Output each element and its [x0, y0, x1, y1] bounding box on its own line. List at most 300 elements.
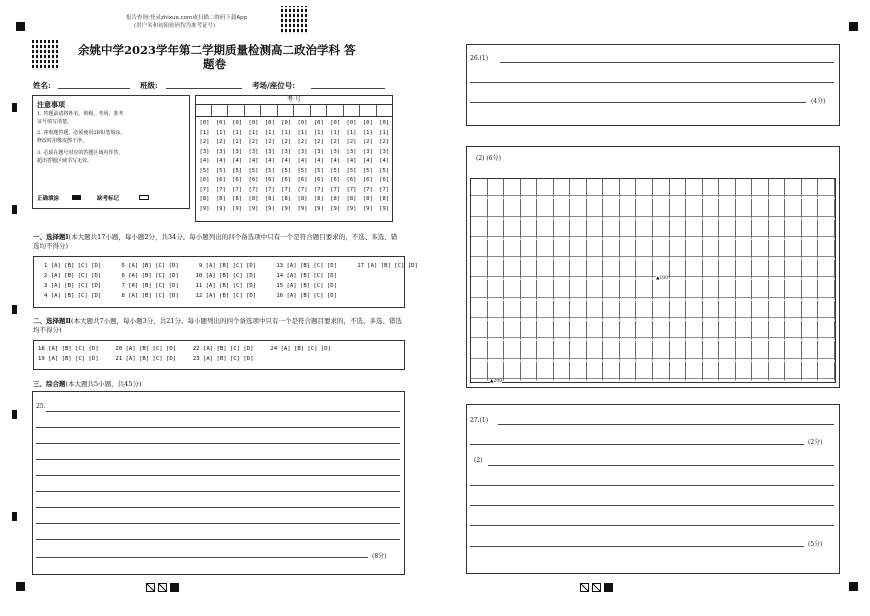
exam-digit-bubble[interactable]: [5]: [248, 167, 259, 174]
exam-digit-bubble[interactable]: [2]: [330, 139, 341, 145]
exam-number-column[interactable]: [296, 119, 310, 214]
essay-grid-cell[interactable]: [653, 362, 670, 382]
exam-digit-bubble[interactable]: [0]: [232, 120, 243, 126]
exam-digit-bubble[interactable]: [3]: [362, 148, 373, 155]
exam-digit-bubble[interactable]: [1]: [248, 129, 259, 136]
exam-digit-bubble[interactable]: [8]: [264, 196, 275, 202]
exam-digit-bubble[interactable]: [7]: [215, 186, 226, 193]
essay-grid-cell[interactable]: [521, 341, 538, 361]
exam-digit-bubble[interactable]: [2]: [264, 139, 275, 145]
answer-line[interactable]: [36, 539, 400, 540]
essay-grid-cell[interactable]: [554, 341, 571, 361]
essay-grid-cell[interactable]: [752, 240, 769, 260]
exam-number-column[interactable]: [230, 119, 244, 214]
essay-grid-cell[interactable]: [603, 280, 620, 300]
exam-digit-bubble[interactable]: [5]: [313, 167, 324, 174]
essay-grid-cell[interactable]: [471, 199, 488, 219]
essay-grid-cell[interactable]: [554, 179, 571, 199]
essay-grid-cell[interactable]: [802, 341, 819, 361]
exam-digit-bubble[interactable]: [3]: [313, 148, 324, 155]
essay-grid-cell[interactable]: [603, 260, 620, 280]
essay-grid-cell[interactable]: [488, 199, 505, 219]
essay-grid-cell[interactable]: [818, 280, 835, 300]
essay-grid-cell[interactable]: [719, 321, 736, 341]
essay-grid-cell[interactable]: [636, 301, 653, 321]
exam-digit-bubble[interactable]: [1]: [379, 129, 390, 136]
exam-digit-bubble[interactable]: [6]: [346, 177, 357, 183]
essay-grid-cell[interactable]: [488, 260, 505, 280]
essay-grid-cell[interactable]: [620, 280, 637, 300]
essay-grid-cell[interactable]: [818, 260, 835, 280]
essay-grid-cell[interactable]: [504, 240, 521, 260]
essay-grid-cell[interactable]: [785, 341, 802, 361]
exam-digit-bubble[interactable]: [4]: [313, 158, 324, 164]
essay-grid-cell[interactable]: [570, 280, 587, 300]
answer-line[interactable]: [36, 507, 400, 508]
essay-grid-cell[interactable]: [504, 341, 521, 361]
essay-grid-cell[interactable]: [554, 301, 571, 321]
report-qr-code[interactable]: [281, 6, 309, 34]
essay-grid-cell[interactable]: [521, 362, 538, 382]
essay-grid-cell[interactable]: [587, 301, 604, 321]
essay-grid-cell[interactable]: [521, 321, 538, 341]
essay-grid-cell[interactable]: [537, 240, 554, 260]
essay-grid-cell[interactable]: [719, 260, 736, 280]
exam-digit-bubble[interactable]: [2]: [379, 139, 390, 145]
essay-grid-cell[interactable]: [537, 301, 554, 321]
essay-grid-cell[interactable]: [686, 240, 703, 260]
answer-line[interactable]: [470, 82, 834, 83]
exam-digit-bubble[interactable]: [0]: [199, 120, 210, 126]
essay-grid-cell[interactable]: [769, 301, 786, 321]
exam-digit-bubble[interactable]: [0]: [379, 120, 390, 126]
answer-line[interactable]: [470, 102, 806, 103]
exam-digit-bubble[interactable]: [1]: [232, 129, 243, 136]
essay-grid-cell[interactable]: [802, 280, 819, 300]
exam-digit-bubble[interactable]: [6]: [362, 177, 373, 183]
essay-grid-cell[interactable]: [736, 362, 753, 382]
exam-digit-bubble[interactable]: [5]: [232, 167, 243, 174]
exam-digit-bubble[interactable]: [9]: [281, 205, 292, 212]
essay-grid-cell[interactable]: [769, 341, 786, 361]
essay-grid-cell[interactable]: [653, 321, 670, 341]
essay-grid-cell[interactable]: [570, 240, 587, 260]
essay-grid-cell[interactable]: [703, 280, 720, 300]
essay-grid-cell[interactable]: [703, 321, 720, 341]
exam-digit-bubble[interactable]: [6]: [330, 177, 341, 183]
essay-grid-cell[interactable]: [620, 260, 637, 280]
essay-grid-cell[interactable]: [570, 362, 587, 382]
exam-digit-bubble[interactable]: [3]: [346, 148, 357, 155]
answer-line[interactable]: [36, 459, 400, 460]
essay-grid-cell[interactable]: [785, 220, 802, 240]
essay-grid-cell[interactable]: [537, 220, 554, 240]
essay-grid-cell[interactable]: [752, 280, 769, 300]
essay-grid-cell[interactable]: [504, 280, 521, 300]
answer-line[interactable]: [36, 557, 368, 558]
essay-grid-cell[interactable]: [537, 179, 554, 199]
essay-grid-cell[interactable]: [802, 301, 819, 321]
name-field[interactable]: [58, 88, 130, 89]
exam-digit-bubble[interactable]: [7]: [297, 186, 308, 193]
exam-digit-bubble[interactable]: [6]: [199, 177, 210, 183]
exam-number-column[interactable]: [312, 119, 326, 214]
exam-digit-bubble[interactable]: [7]: [199, 186, 210, 193]
essay-grid-cell[interactable]: [488, 179, 505, 199]
essay-grid-cell[interactable]: [471, 362, 488, 382]
exam-digit-bubble[interactable]: [0]: [313, 120, 324, 126]
essay-grid-cell[interactable]: [620, 199, 637, 219]
answer-row[interactable]: 2 [A] [B] [C] [D] 6 [A] [B] [C] [D] 10 [A] [B] [C] [D] 14 [A] [B] [C] [D]: [44, 273, 337, 279]
exam-digit-bubble[interactable]: [2]: [346, 139, 357, 145]
essay-grid-cell[interactable]: [488, 321, 505, 341]
exam-digit-bubble[interactable]: [6]: [297, 177, 308, 183]
exam-digit-bubble[interactable]: [3]: [199, 148, 210, 155]
essay-grid-cell[interactable]: [488, 240, 505, 260]
essay-grid-cell[interactable]: [471, 321, 488, 341]
essay-grid-cell[interactable]: [769, 179, 786, 199]
answer-line[interactable]: [36, 427, 400, 428]
essay-grid-cell[interactable]: [818, 362, 835, 382]
exam-number-column[interactable]: [361, 119, 375, 214]
essay-grid-cell[interactable]: [603, 362, 620, 382]
essay-grid-cell[interactable]: [802, 220, 819, 240]
essay-grid-cell[interactable]: [653, 301, 670, 321]
essay-grid-cell[interactable]: [570, 220, 587, 240]
essay-grid-cell[interactable]: [570, 301, 587, 321]
answer-row[interactable]: 19 [A] [B] [C] [D] 21 [A] [B] [C] [D] 23 [A] [B] [C] [D]: [38, 356, 254, 362]
exam-digit-bubble[interactable]: [8]: [362, 196, 373, 202]
exam-number-write-row[interactable]: [195, 105, 393, 117]
essay-grid-cell[interactable]: [554, 240, 571, 260]
essay-grid-cell[interactable]: [703, 240, 720, 260]
essay-grid-cell[interactable]: [785, 301, 802, 321]
exam-digit-bubble[interactable]: [7]: [264, 186, 275, 193]
essay-grid-cell[interactable]: [703, 220, 720, 240]
exam-digit-bubble[interactable]: [9]: [297, 205, 308, 212]
essay-grid-cell[interactable]: [703, 199, 720, 219]
essay-grid-cell[interactable]: [504, 362, 521, 382]
essay-grid-cell[interactable]: [818, 240, 835, 260]
essay-grid-cell[interactable]: [736, 321, 753, 341]
exam-digit-bubble[interactable]: [2]: [199, 139, 210, 145]
essay-grid-cell[interactable]: [818, 301, 835, 321]
essay-grid-cell[interactable]: [785, 199, 802, 219]
exam-digit-bubble[interactable]: [0]: [330, 120, 341, 126]
exam-digit-bubble[interactable]: [9]: [362, 205, 373, 212]
exam-digit-bubble[interactable]: [1]: [346, 129, 357, 136]
essay-grid-cell[interactable]: [537, 280, 554, 300]
essay-grid-cell[interactable]: [554, 220, 571, 240]
exam-digit-bubble[interactable]: [3]: [330, 148, 341, 155]
exam-digit-bubble[interactable]: [4]: [248, 158, 259, 164]
exam-digit-bubble[interactable]: [4]: [297, 158, 308, 164]
answer-line[interactable]: [36, 491, 400, 492]
essay-grid-cell[interactable]: [554, 321, 571, 341]
exam-digit-bubble[interactable]: [5]: [379, 167, 390, 174]
essay-grid-cell[interactable]: [802, 321, 819, 341]
essay-grid-cell[interactable]: [785, 321, 802, 341]
essay-grid-cell[interactable]: [570, 199, 587, 219]
essay-grid-cell[interactable]: [620, 179, 637, 199]
essay-grid-cell[interactable]: [818, 321, 835, 341]
essay-grid-cell[interactable]: [785, 240, 802, 260]
essay-grid-cell[interactable]: [736, 179, 753, 199]
essay-grid-cell[interactable]: [752, 179, 769, 199]
answer-line[interactable]: [470, 485, 834, 486]
essay-grid-cell[interactable]: [587, 240, 604, 260]
exam-digit-bubble[interactable]: [0]: [346, 120, 357, 126]
essay-grid-cell[interactable]: [802, 240, 819, 260]
exam-digit-bubble[interactable]: [9]: [248, 205, 259, 212]
essay-grid-cell[interactable]: [703, 362, 720, 382]
essay-grid-cell[interactable]: [802, 260, 819, 280]
essay-grid-cell[interactable]: [471, 301, 488, 321]
essay-grid-cell[interactable]: [620, 220, 637, 240]
essay-grid-cell[interactable]: [719, 179, 736, 199]
essay-grid-cell[interactable]: [769, 240, 786, 260]
exam-digit-bubble[interactable]: [0]: [248, 120, 259, 126]
exam-digit-bubble[interactable]: [6]: [379, 177, 390, 183]
exam-digit-bubble[interactable]: [4]: [232, 158, 243, 164]
essay-grid-cell[interactable]: [670, 280, 687, 300]
exam-digit-bubble[interactable]: [4]: [215, 158, 226, 164]
exam-digit-bubble[interactable]: [7]: [346, 186, 357, 193]
essay-grid-cell[interactable]: [785, 260, 802, 280]
essay-grid-cell[interactable]: [769, 260, 786, 280]
answer-line[interactable]: [470, 505, 834, 506]
exam-digit-bubble[interactable]: [7]: [362, 186, 373, 193]
essay-grid-cell[interactable]: [653, 280, 670, 300]
exam-digit-bubble[interactable]: [0]: [362, 120, 373, 126]
exam-digit-bubble[interactable]: [5]: [199, 167, 210, 174]
absent-mark-box[interactable]: [139, 195, 149, 200]
exam-digit-bubble[interactable]: [1]: [264, 129, 275, 136]
essay-grid-cell[interactable]: [570, 260, 587, 280]
essay-grid-cell[interactable]: [488, 220, 505, 240]
exam-digit-bubble[interactable]: [2]: [281, 139, 292, 145]
essay-grid-cell[interactable]: [670, 179, 687, 199]
exam-digit-bubble[interactable]: [9]: [330, 205, 341, 212]
essay-grid-cell[interactable]: [686, 199, 703, 219]
exam-digit-bubble[interactable]: [4]: [264, 158, 275, 164]
essay-grid-cell[interactable]: [471, 341, 488, 361]
answer-row[interactable]: 4 [A] [B] [C] [D] 8 [A] [B] [C] [D] 12 [A] [B] [C] [D] 16 [A] [B] [C] [D]: [44, 293, 337, 299]
essay-grid-cell[interactable]: [670, 220, 687, 240]
essay-grid-cell[interactable]: [818, 199, 835, 219]
essay-grid-cell[interactable]: [686, 321, 703, 341]
essay-grid-cell[interactable]: [653, 240, 670, 260]
exam-digit-bubble[interactable]: [6]: [281, 177, 292, 183]
exam-digit-bubble[interactable]: [9]: [232, 205, 243, 212]
exam-digit-bubble[interactable]: [3]: [215, 148, 226, 155]
essay-grid-cell[interactable]: [488, 280, 505, 300]
essay-grid-cell[interactable]: [504, 301, 521, 321]
essay-grid-cell[interactable]: [752, 220, 769, 240]
essay-grid-cell[interactable]: [521, 220, 538, 240]
essay-grid-cell[interactable]: [686, 260, 703, 280]
exam-digit-bubble[interactable]: [9]: [199, 205, 210, 212]
essay-grid-cell[interactable]: [653, 199, 670, 219]
essay-grid-cell[interactable]: [752, 321, 769, 341]
answer-line[interactable]: [500, 62, 834, 63]
essay-grid-cell[interactable]: [785, 362, 802, 382]
exam-digit-bubble[interactable]: [8]: [232, 196, 243, 202]
exam-digit-bubble[interactable]: [1]: [199, 129, 210, 136]
essay-grid-cell[interactable]: [620, 341, 637, 361]
essay-grid-cell[interactable]: [504, 179, 521, 199]
essay-grid-cell[interactable]: [719, 280, 736, 300]
essay-grid-cell[interactable]: [537, 321, 554, 341]
essay-grid-cell[interactable]: [769, 362, 786, 382]
answer-line[interactable]: [36, 523, 400, 524]
essay-grid-cell[interactable]: [636, 220, 653, 240]
exam-digit-bubble[interactable]: [3]: [264, 148, 275, 155]
essay-grid-cell[interactable]: [636, 362, 653, 382]
essay-grid-cell[interactable]: [471, 220, 488, 240]
essay-grid-cell[interactable]: [686, 362, 703, 382]
essay-grid-cell[interactable]: [587, 280, 604, 300]
essay-grid-cell[interactable]: [537, 362, 554, 382]
essay-grid-cell[interactable]: [769, 220, 786, 240]
exam-digit-bubble[interactable]: [4]: [362, 158, 373, 164]
essay-grid-cell[interactable]: [554, 362, 571, 382]
answer-row[interactable]: 1 [A] [B] [C] [D] 5 [A] [B] [C] [D] 9 [A] [B] [C] [D] 13 [A] [B] [C] [D] 17 [A] [B] [C] [D]: [44, 263, 418, 269]
essay-grid-cell[interactable]: [736, 341, 753, 361]
exam-digit-bubble[interactable]: [1]: [297, 129, 308, 136]
exam-digit-bubble[interactable]: [8]: [248, 196, 259, 202]
essay-grid-cell[interactable]: [587, 362, 604, 382]
exam-digit-bubble[interactable]: [7]: [313, 186, 324, 193]
exam-digit-bubble[interactable]: [8]: [346, 196, 357, 202]
answer-line[interactable]: [46, 411, 400, 412]
exam-number-column[interactable]: [247, 119, 261, 214]
essay-grid-cell[interactable]: [802, 362, 819, 382]
answer-line[interactable]: [36, 475, 400, 476]
exam-digit-bubble[interactable]: [5]: [281, 167, 292, 174]
answer-line[interactable]: [36, 443, 400, 444]
exam-digit-bubble[interactable]: [2]: [297, 139, 308, 145]
answer-row[interactable]: 18 [A] [B] [C] [D] 20 [A] [B] [C] [D] 22 [A] [B] [C] [D] 24 [A] [B] [C] [D]: [38, 346, 331, 352]
exam-digit-bubble[interactable]: [3]: [232, 148, 243, 155]
answer-line[interactable]: [488, 465, 834, 466]
exam-digit-bubble[interactable]: [8]: [215, 196, 226, 202]
exam-digit-bubble[interactable]: [9]: [313, 205, 324, 212]
essay-grid-cell[interactable]: [636, 321, 653, 341]
exam-digit-bubble[interactable]: [1]: [362, 129, 373, 136]
exam-digit-bubble[interactable]: [2]: [313, 139, 324, 145]
essay-grid-cell[interactable]: [504, 260, 521, 280]
answer-line[interactable]: [470, 546, 804, 547]
exam-number-bubbles[interactable]: [196, 119, 392, 219]
essay-grid-cell[interactable]: [818, 341, 835, 361]
exam-digit-bubble[interactable]: [3]: [297, 148, 308, 155]
essay-grid-cell[interactable]: [521, 301, 538, 321]
essay-grid-cell[interactable]: [554, 280, 571, 300]
essay-grid-cell[interactable]: [537, 341, 554, 361]
essay-grid-cell[interactable]: [471, 260, 488, 280]
essay-grid-cell[interactable]: [488, 301, 505, 321]
essay-grid-cell[interactable]: [752, 260, 769, 280]
essay-grid-cell[interactable]: [603, 199, 620, 219]
exam-digit-bubble[interactable]: [3]: [379, 148, 390, 155]
exam-digit-bubble[interactable]: [4]: [199, 158, 210, 164]
essay-grid-cell[interactable]: [521, 199, 538, 219]
essay-grid-cell[interactable]: [719, 240, 736, 260]
essay-grid-cell[interactable]: [504, 321, 521, 341]
essay-grid-cell[interactable]: [570, 321, 587, 341]
essay-grid-cell[interactable]: [752, 199, 769, 219]
essay-grid[interactable]: [470, 178, 836, 383]
room-seat-field[interactable]: [311, 88, 385, 89]
essay-grid-cell[interactable]: [620, 301, 637, 321]
exam-digit-bubble[interactable]: [1]: [215, 129, 226, 136]
essay-grid-cell[interactable]: [670, 240, 687, 260]
exam-digit-bubble[interactable]: [0]: [264, 120, 275, 126]
exam-digit-bubble[interactable]: [4]: [281, 158, 292, 164]
essay-grid-cell[interactable]: [603, 341, 620, 361]
essay-grid-cell[interactable]: [752, 341, 769, 361]
exam-digit-bubble[interactable]: [4]: [346, 158, 357, 164]
essay-grid-cell[interactable]: [653, 179, 670, 199]
essay-grid-cell[interactable]: [802, 179, 819, 199]
essay-grid-cell[interactable]: [636, 199, 653, 219]
essay-grid-cell[interactable]: [785, 179, 802, 199]
exam-digit-bubble[interactable]: [8]: [281, 196, 292, 202]
essay-grid-cell[interactable]: [603, 301, 620, 321]
essay-grid-cell[interactable]: [521, 179, 538, 199]
essay-grid-cell[interactable]: [587, 220, 604, 240]
essay-grid-cell[interactable]: [620, 240, 637, 260]
exam-number-column[interactable]: [328, 119, 342, 214]
essay-grid-cell[interactable]: [736, 280, 753, 300]
essay-grid-cell[interactable]: [736, 240, 753, 260]
exam-digit-bubble[interactable]: [8]: [379, 196, 390, 202]
essay-grid-cell[interactable]: [802, 199, 819, 219]
essay-grid-cell[interactable]: [752, 362, 769, 382]
essay-grid-cell[interactable]: [537, 260, 554, 280]
essay-grid-cell[interactable]: [703, 341, 720, 361]
essay-grid-cell[interactable]: [504, 199, 521, 219]
essay-grid-cell[interactable]: [719, 301, 736, 321]
exam-number-column[interactable]: [263, 119, 277, 214]
exam-digit-bubble[interactable]: [0]: [281, 120, 292, 126]
essay-grid-cell[interactable]: [504, 220, 521, 240]
exam-number-column[interactable]: [214, 119, 228, 214]
essay-grid-cell[interactable]: [587, 199, 604, 219]
exam-digit-bubble[interactable]: [9]: [264, 205, 275, 212]
exam-digit-bubble[interactable]: [9]: [215, 205, 226, 212]
essay-grid-cell[interactable]: [686, 280, 703, 300]
exam-digit-bubble[interactable]: [8]: [199, 196, 210, 202]
essay-grid-cell[interactable]: [670, 199, 687, 219]
exam-digit-bubble[interactable]: [9]: [379, 205, 390, 212]
essay-grid-cell[interactable]: [686, 301, 703, 321]
exam-digit-bubble[interactable]: [2]: [215, 139, 226, 145]
essay-grid-cell[interactable]: [785, 280, 802, 300]
essay-grid-cell[interactable]: [719, 341, 736, 361]
exam-number-column[interactable]: [279, 119, 293, 214]
essay-grid-cell[interactable]: [636, 179, 653, 199]
exam-digit-bubble[interactable]: [4]: [330, 158, 341, 164]
exam-digit-bubble[interactable]: [5]: [215, 167, 226, 174]
exam-digit-bubble[interactable]: [7]: [281, 186, 292, 193]
essay-grid-cell[interactable]: [703, 301, 720, 321]
essay-grid-cell[interactable]: [587, 341, 604, 361]
exam-digit-bubble[interactable]: [0]: [297, 120, 308, 126]
exam-digit-bubble[interactable]: [6]: [215, 177, 226, 183]
essay-grid-cell[interactable]: [636, 240, 653, 260]
